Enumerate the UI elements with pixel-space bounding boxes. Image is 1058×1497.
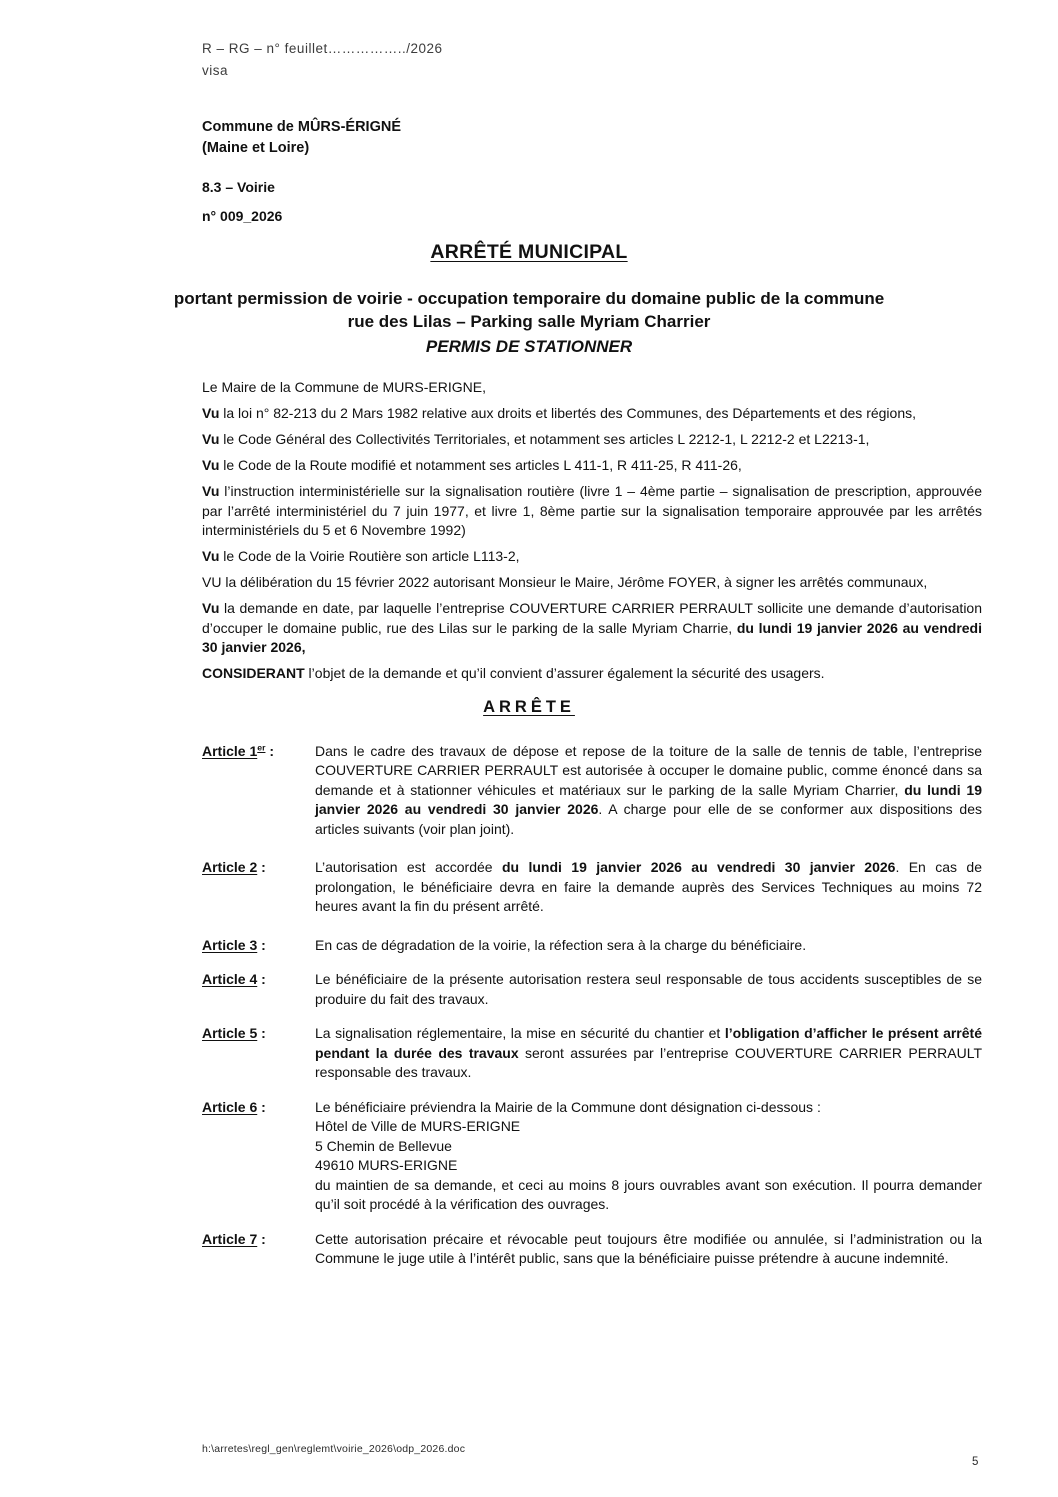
article-3-body: En cas de dégradation de la voirie, la réfection sera à la charge du bénéficiaire.: [315, 936, 807, 953]
article-3-label: Article 3 :: [202, 936, 266, 953]
article-4: [202, 970, 982, 1009]
article-1-body: Dans le cadre des travaux de dépose et repose de la toiture de la salle de tennis de table, l’entreprise COUVERTURE CARRIER PERRAULT est autorisée à occuper le domaine public, comme énoncé dans sa demande et à stationner véhicules et matériaux sur le parking de la salle Myriam Charrier, du lundi 19 janvier 2026 au vendredi 30 janvier 2026. A charge pour elle de se conformer aux dispositions des articles suivants (voir plan joint).: [315, 742, 983, 837]
preamble-paragraph: Vu le Code Général des Collectivités Territoriales, et notamment ses articles L 2212-1, L 2212-2 et L2213-1,: [202, 431, 870, 447]
footer-page-number: 5: [972, 1456, 979, 1468]
document-number: n° 009_2026: [202, 208, 283, 224]
article-6-label: Article 6 :: [202, 1098, 266, 1115]
arrete-heading-text: ARRÊTE: [483, 697, 575, 716]
preamble-paragraph: VU la délibération du 15 février 2022 autorisant Monsieur le Maire, Jérôme FOYER, à signer les arrêtés communaux,: [202, 574, 928, 590]
preamble-paragraph: Vu la loi n° 82-213 du 2 Mars 1982 relative aux droits et libertés des Communes, des Départements et des régions,: [202, 405, 917, 421]
preamble-paragraph: Vu l’instruction interministérielle sur la signalisation routière (livre 1 – 4ème partie – signalisation de prescription, approuvée par l’arrêté interministériel du 7 juin 1977, et livre 1, 8ème partie sur la signalisation temporaire approuvée par les arrêtés interministériels du 5 et 6 Novembre 1992): [202, 483, 982, 538]
article-2: [202, 858, 982, 917]
register-feuillet-line: R – RG – n° feuillet……………../2026: [202, 41, 443, 56]
article-6-body: Le bénéficiaire préviendra la Mairie de la Commune dont désignation ci-dessous : Hôtel de Ville de MURS-ERIGNE 5 Chemin de Bellevue 49610 MURS-ERIGNE du maintien de sa demande, et ceci au moins 8 jours ouvrables avant son exécution. Il pourra demander qu’il soit procédé à la vérification des ouvrages.: [315, 1098, 982, 1212]
article-2-label: Article 2 :: [202, 859, 266, 875]
article-5-label: Article 5 :: [202, 1025, 266, 1041]
document-title: [0, 241, 1058, 264]
article-1: [202, 742, 982, 840]
article-7-label: Article 7 :: [202, 1230, 266, 1247]
preamble-paragraph: Vu le Code de la Voirie Routière son article L113-2,: [202, 548, 520, 564]
document-category: 8.3 – Voirie: [202, 179, 275, 195]
article-4-label: Article 4 :: [202, 971, 266, 987]
commune-department: (Maine et Loire): [202, 140, 310, 156]
subtitle-object: portant permission de voirie - occupation temporaire du domaine public de la commune: [173, 289, 885, 308]
article-4-body: Le bénéficiaire de la présente autorisation restera seul responsable de tous accidents susceptibles de se produire du fait des travaux.: [315, 971, 982, 1007]
preamble-paragraph: Le Maire de la Commune de MURS-ERIGNE,: [202, 379, 486, 395]
preamble-paragraph: Vu la demande en date, par laquelle l’entreprise COUVERTURE CARRIER PERRAULT sollicite une demande d’autorisation d’occuper le domaine public, rue des Lilas sur le parking de la salle Myriam Charrie, du lundi 19 janvier 2026 au vendredi 30 janvier 2026,: [202, 600, 982, 655]
article-5: [202, 1024, 982, 1083]
subtitle-permit-type: PERMIS DE STATIONNER: [425, 337, 633, 356]
visa-line: visa: [202, 63, 229, 78]
document-title-text: ARRÊTÉ MUNICIPAL: [430, 241, 628, 263]
arrete-heading: [0, 698, 1058, 717]
footer-file-path: h:\arretes\regl_gen\reglemt\voirie_2026\odp_2026.doc: [202, 1443, 466, 1455]
article-7: [202, 1230, 982, 1269]
commune-name: Commune de MÛRS-ÉRIGNÉ: [202, 119, 401, 135]
register-header: [202, 0, 1058, 82]
preamble-paragraph: CONSIDERANT l’objet de la demande et qu’il convient d’assurer également la sécurité des usagers.: [202, 665, 825, 681]
preamble-paragraph: Vu le Code de la Route modifié et notamment ses articles L 411-1, R 411-25, R 411-26,: [202, 457, 742, 473]
article-3: [202, 936, 982, 956]
article-7-body: Cette autorisation précaire et révocable peut toujours être modifiée ou annulée, si l’administration ou la Commune le juge utile à l’intérêt public, sans que la bénéficiaire puisse prétendre à aucune indemnité.: [315, 1230, 982, 1266]
article-2-body: L’autorisation est accordée du lundi 19 janvier 2026 au vendredi 30 janvier 2026. En cas de prolongation, le bénéficiaire devra en faire la demande auprès des Services Techniques au moins 72 heures avant la fin du présent arrêté.: [315, 859, 982, 914]
preamble-section: [202, 378, 982, 684]
subtitle-location: rue des Lilas – Parking salle Myriam Charrier: [347, 312, 711, 331]
article-1-label: Article 1er :: [202, 741, 275, 759]
article-6: [202, 1098, 982, 1215]
article-5-body: La signalisation réglementaire, la mise en sécurité du chantier et l’obligation d’afficher le présent arrêté pendant la durée des travaux seront assurées par l’entreprise COUVERTURE CARRIER PERRAULT responsable des travaux.: [315, 1025, 982, 1080]
articles-section: [202, 742, 982, 1269]
commune-block: [202, 117, 1058, 224]
document-subtitles: [149, 287, 909, 358]
